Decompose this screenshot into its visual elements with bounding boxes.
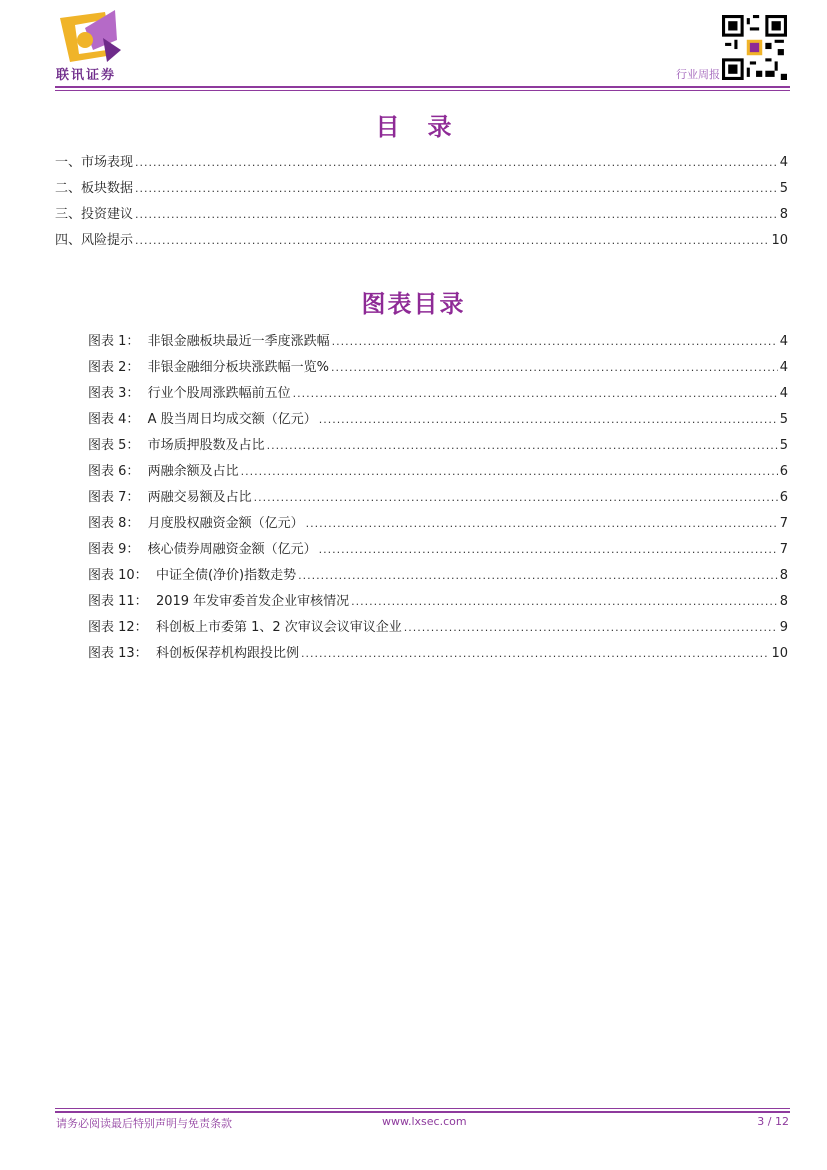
- dot-leader: [135, 206, 778, 224]
- figure-entry-page: 7: [779, 542, 788, 557]
- toc-entry[interactable]: [55, 232, 788, 250]
- toc-entry[interactable]: [55, 154, 788, 172]
- figure-entry[interactable]: [88, 645, 788, 663]
- toc-entry-page: 10: [771, 233, 788, 248]
- dot-leader: [267, 437, 778, 455]
- qr-code-icon: [722, 15, 787, 80]
- figure-entry[interactable]: [88, 359, 788, 377]
- figure-entry-label: 图表 5： 市场质押股数及占比: [88, 438, 265, 453]
- toc-title: 目录: [375, 113, 480, 141]
- figure-entry-page: 7: [779, 516, 788, 531]
- toc-entry-page: 8: [779, 207, 788, 222]
- footer-divider: [55, 1111, 790, 1113]
- dot-leader: [351, 593, 778, 611]
- toc-entry[interactable]: [55, 206, 788, 224]
- figure-entry[interactable]: [88, 411, 788, 429]
- header-divider: [55, 86, 790, 88]
- report-type: 行业周报: [676, 68, 720, 81]
- footer-divider-thin: [55, 1108, 790, 1109]
- figure-entry[interactable]: [88, 567, 788, 585]
- figure-entry-label: 图表 3： 行业个股周涨跌幅前五位: [88, 386, 291, 401]
- figure-entry-page: 5: [779, 438, 788, 453]
- dot-leader: [319, 411, 778, 429]
- toc-entry[interactable]: [55, 180, 788, 198]
- dot-leader: [298, 567, 778, 585]
- figure-entry-label: 图表 4： A 股当周日均成交额（亿元）: [88, 412, 317, 427]
- figure-entry[interactable]: [88, 489, 788, 507]
- figure-entry[interactable]: [88, 463, 788, 481]
- figure-entry-label: 图表 12： 科创板上市委第 1、2 次审议会议审议企业: [88, 620, 402, 635]
- figure-entry-label: 图表 9： 核心债券周融资金额（亿元）: [88, 542, 317, 557]
- figure-entry-page: 4: [779, 334, 788, 349]
- figure-entry-page: 8: [779, 594, 788, 609]
- figure-entry[interactable]: [88, 437, 788, 455]
- dot-leader: [135, 154, 778, 172]
- figure-entry-label: 图表 10： 中证全债(净价)指数走势: [88, 568, 297, 583]
- dot-leader: [306, 515, 778, 533]
- page-indicator: 3 / 12: [757, 1115, 789, 1128]
- figure-entry-page: 4: [779, 386, 788, 401]
- figure-entry[interactable]: [88, 333, 788, 351]
- figure-entry-label: 图表 2： 非银金融细分板块涨跌幅一览%: [88, 360, 330, 375]
- brand-name: 联讯证券: [56, 68, 117, 83]
- footer-website-link[interactable]: www.lxsec.com: [382, 1115, 467, 1128]
- dot-leader: [331, 359, 778, 377]
- dot-leader: [404, 619, 778, 637]
- figure-entry-page: 8: [779, 568, 788, 583]
- toc-entry-label: 一、市场表现: [55, 155, 134, 170]
- toc-entry-label: 四、风险提示: [55, 233, 134, 248]
- dot-leader: [319, 541, 778, 559]
- figure-entry-page: 5: [779, 412, 788, 427]
- figure-entry-label: 图表 1： 非银金融板块最近一季度涨跌幅: [88, 334, 330, 349]
- figure-entry[interactable]: [88, 541, 788, 559]
- page-header: [0, 0, 827, 92]
- dot-leader: [241, 463, 778, 481]
- figure-entry-page: 6: [779, 464, 788, 479]
- figure-entry[interactable]: [88, 593, 788, 611]
- toc-entry-label: 二、板块数据: [55, 181, 134, 196]
- figure-entry-label: 图表 13： 科创板保荐机构跟投比例: [88, 646, 299, 661]
- dot-leader: [254, 489, 778, 507]
- dot-leader: [135, 232, 769, 250]
- dot-leader: [301, 645, 770, 663]
- figure-entry-label: 图表 7： 两融交易额及占比: [88, 490, 252, 505]
- figure-entry-page: 6: [779, 490, 788, 505]
- footer-disclaimer[interactable]: 请务必阅读最后特别声明与免责条款: [56, 1117, 232, 1130]
- dot-leader: [135, 180, 778, 198]
- figure-entry[interactable]: [88, 515, 788, 533]
- figure-entry[interactable]: [88, 385, 788, 403]
- figure-entry-page: 10: [771, 646, 788, 661]
- figure-entry-label: 图表 8： 月度股权融资金额（亿元）: [88, 516, 304, 531]
- dot-leader: [293, 385, 778, 403]
- toc-entry-page: 5: [779, 181, 788, 196]
- figure-entry-label: 图表 6： 两融余额及占比: [88, 464, 239, 479]
- header-divider-thin: [55, 90, 790, 91]
- toc-entry-label: 三、投资建议: [55, 207, 134, 222]
- figure-entry[interactable]: [88, 619, 788, 637]
- figure-list-title: 图表目录: [361, 290, 466, 318]
- figure-entry-page: 4: [779, 360, 788, 375]
- figure-entry-page: 9: [779, 620, 788, 635]
- dot-leader: [332, 333, 778, 351]
- toc-entry-page: 4: [779, 155, 788, 170]
- figure-entry-label: 图表 11： 2019 年发审委首发企业审核情况: [88, 594, 350, 609]
